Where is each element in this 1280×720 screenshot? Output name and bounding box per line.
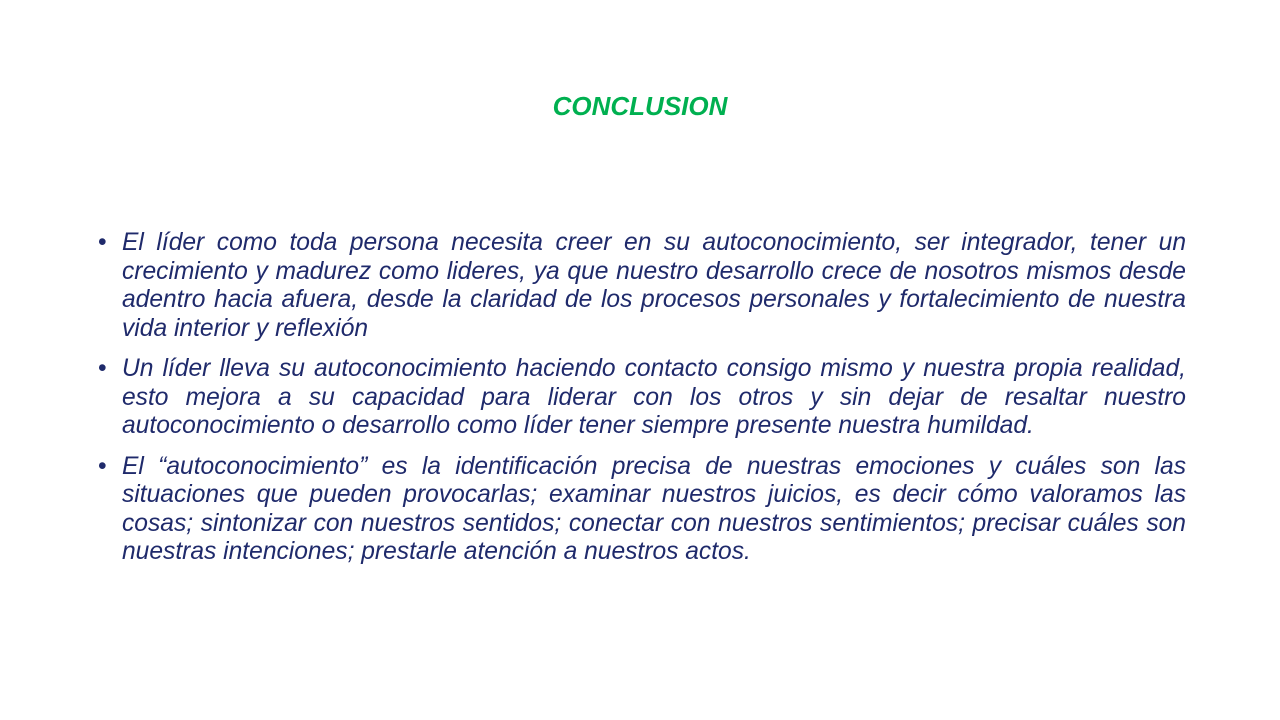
bullet-marker: • (98, 229, 107, 256)
bullet-text: El líder como toda persona necesita creer en su autoconocimiento, ser integrador, tener un crecimiento y madurez como lideres, ya que nuestro desarrollo crece de nosotros mismos desde adentro hacia afuera, desde la claridad de los procesos personales y fortalecimiento de nuestra vida interior y reflexión (122, 229, 1186, 342)
bullet-text: El “autoconocimiento” es la identificación precisa de nuestras emociones y cuáles son las situaciones que pueden provocarlas; examinar nuestros juicios, es decir cómo valoramos las cosas; sintonizar con nuestros sentidos; conectar con nuestros sentimientos; precisar cuáles son nuestras intenciones; prestarle atención a nuestros actos. (122, 452, 1186, 565)
bullet-item (98, 355, 1186, 441)
bullet-item (98, 229, 1186, 343)
bullet-marker: • (98, 452, 107, 480)
bullet-item (98, 453, 1186, 567)
bullet-text: Un líder lleva su autoconocimiento haciendo contacto consigo mismo y nuestra propia realidad, esto mejora a su capacidad para liderar con los otros y sin dejar de resaltar nuestro autoconocimiento o desarrollo como líder tener siempre presente nuestra humildad. (122, 355, 1186, 439)
bullet-list (98, 229, 1186, 579)
slide-title: CONCLUSION (552, 91, 728, 121)
bullet-marker: • (98, 355, 107, 382)
